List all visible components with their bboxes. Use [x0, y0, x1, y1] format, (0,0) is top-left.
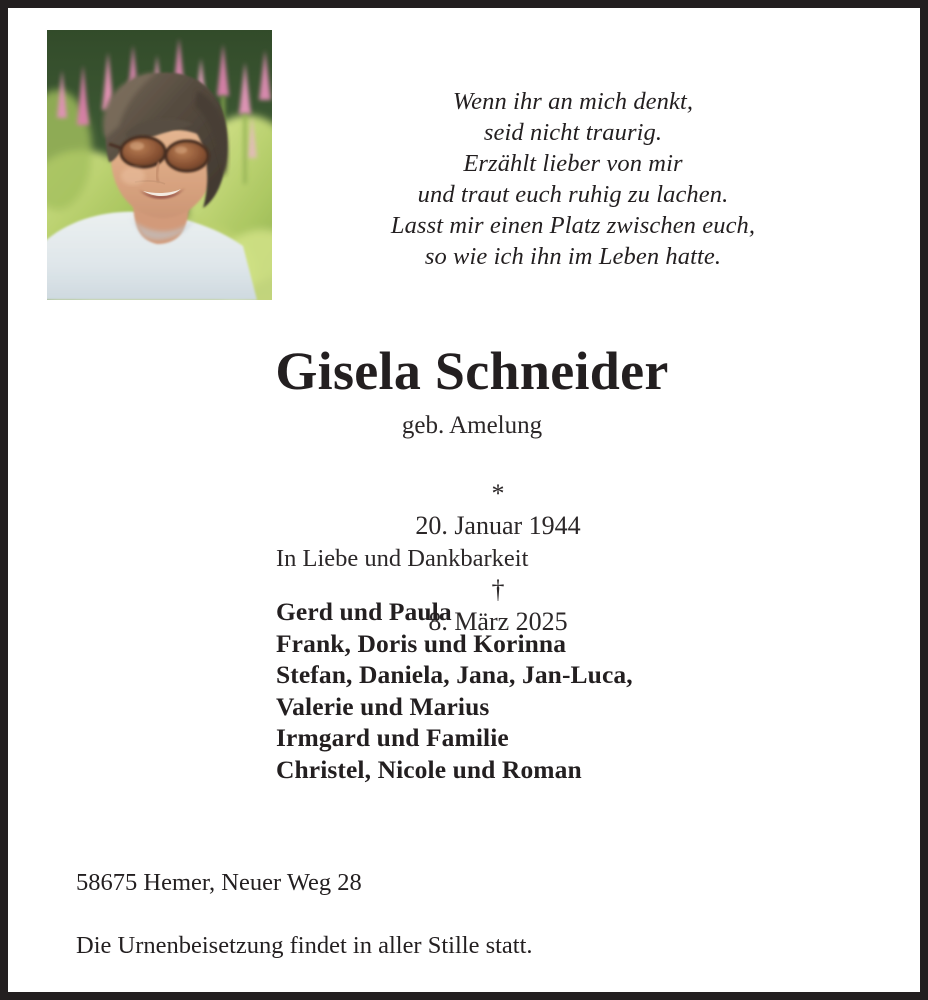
dedication-section — [276, 544, 876, 785]
service-note: Die Urnenbeisetzung findet in aller Stille statt. — [76, 932, 533, 959]
death-symbol: † — [491, 575, 505, 604]
poem-line-2: seid nicht traurig. — [483, 119, 663, 146]
portrait-photo-image — [47, 30, 272, 300]
poem-line-1: Wenn ihr an mich denkt, — [452, 88, 694, 115]
maiden-name: geb. Amelung — [401, 412, 543, 439]
address: 58675 Hemer, Neuer Weg 28 — [76, 869, 362, 896]
death-date: 8. März 2025 — [428, 607, 568, 636]
family-line-3: Stefan, Daniela, Jana, Jan-Luca, — [276, 660, 633, 689]
family-line-4: Valerie und Marius — [276, 691, 490, 721]
poem-line-4: und traut euch ruhig zu lachen. — [417, 181, 729, 208]
obituary-card — [8, 8, 920, 992]
dedication-lead: In Liebe und Dankbarkeit — [276, 545, 529, 572]
birth-symbol: * — [491, 479, 505, 508]
poem-line-3: Erzählt lieber von mir — [463, 150, 683, 177]
footer-section — [76, 868, 836, 961]
deceased-name: Gisela Schneider — [275, 341, 669, 401]
family-line-6: Christel, Nicole und Roman — [276, 754, 582, 784]
poem-line-5: Lasst mir einen Platz zwischen euch, — [390, 212, 756, 239]
portrait-photo — [47, 30, 272, 300]
family-line-5: Irmgard und Familie — [276, 723, 509, 752]
family-line-2: Frank, Doris und Korinna — [276, 628, 567, 658]
family-line-1: Gerd und Paula — [276, 597, 452, 626]
family-list — [276, 596, 876, 785]
poem-line-6: so wie ich ihn im Leben hatte. — [424, 243, 722, 270]
birth-date: 20. Januar 1944 — [415, 511, 581, 540]
memorial-poem — [308, 86, 838, 272]
